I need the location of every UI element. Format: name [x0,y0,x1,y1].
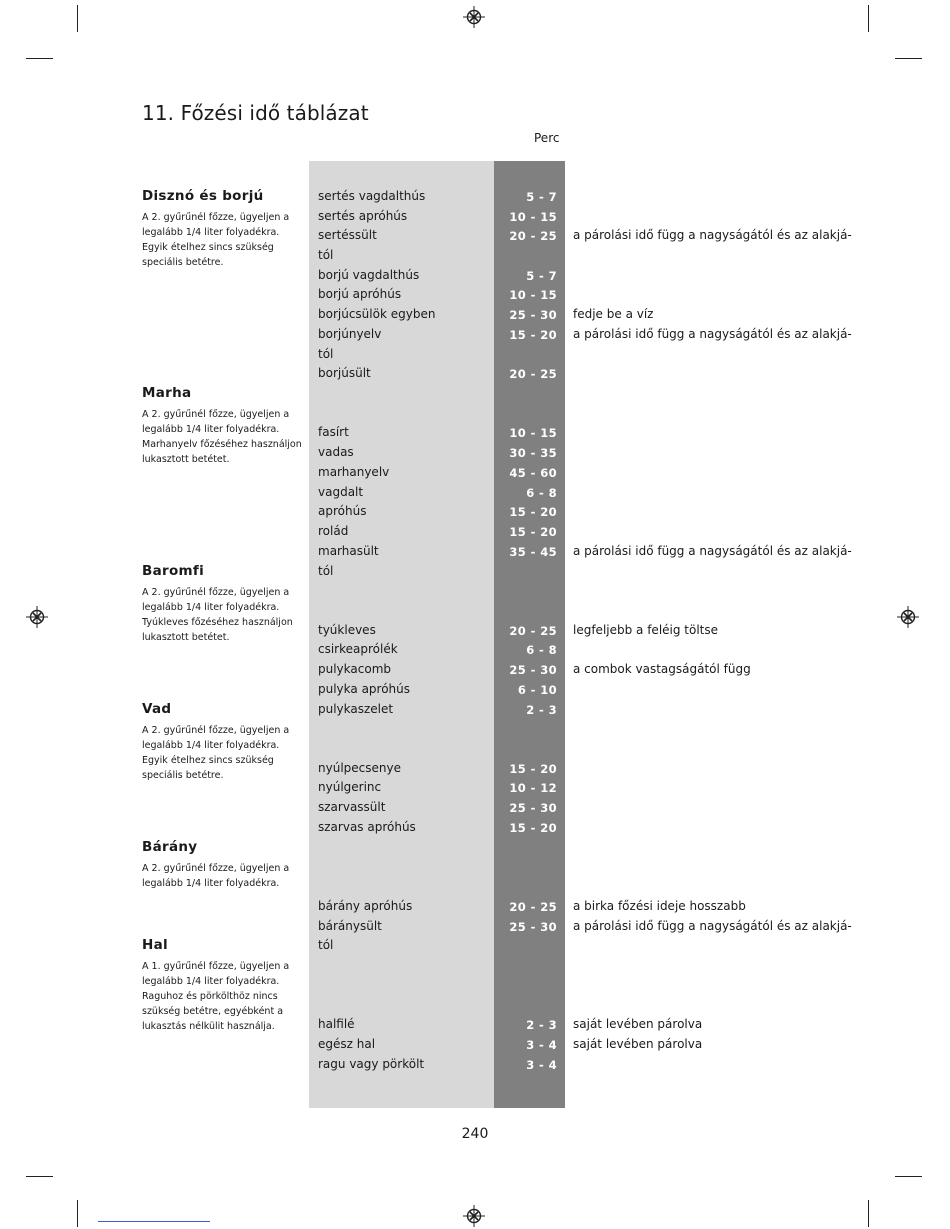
cooking-time: 10 - 15 [509,210,557,224]
row-note: a párolási idő függ a nagyságától és az alakjá- [573,544,852,558]
food-name: marhasült [318,544,379,558]
cooking-time: 25 - 30 [509,801,557,815]
cooking-time: 30 - 35 [509,446,557,460]
cooking-time: 5 - 7 [526,190,557,204]
food-name: sertés apróhús [318,209,408,223]
section-note: A 1. gyűrűnél főzze, ügyeljen a legalább 1/4 liter folyadékra. Raguhoz és pörkölthöz nincs szükség betétre, egyébként a lukasztás nélkülit használja. [142,961,290,1032]
food-name: apróhús [318,504,367,518]
food-name: bárány apróhús [318,899,413,913]
cooking-time: 20 - 25 [509,229,557,243]
section-heading: Vad [142,701,172,717]
cooking-time: 6 - 8 [526,486,557,500]
cooking-time: 15 - 20 [509,328,557,342]
section-heading: Bárány [142,839,198,855]
food-name: báránysült [318,919,382,933]
food-name: nyúlgerinc [318,780,382,794]
section-note: A 2. gyűrűnél főzze, ügyeljen a legalább 1/4 liter folyadékra. Egyik ételhez sincs szükség speciális betétre. [142,212,290,268]
cooking-time: 15 - 20 [509,762,557,776]
registration-mark-icon [463,1205,485,1227]
row-note: fedje be a víz [573,307,654,321]
crop-mark [868,1200,869,1227]
section-note: A 2. gyűrűnél főzze, ügyeljen a legalább 1/4 liter folyadékra. Egyik ételhez sincs szükség speciális betétre. [142,725,290,781]
food-name: csirkeaprólék [318,642,398,656]
cooking-time: 25 - 30 [509,920,557,934]
registration-mark-icon [26,606,48,628]
food-name: tól [318,564,334,578]
food-name: fasírt [318,425,349,439]
section-note: A 2. gyűrűnél főzze, ügyeljen a legalább 1/4 liter folyadékra. Tyúkleves főzéséhez használjon lukasztott betétet. [142,587,293,643]
cooking-time: 10 - 12 [509,781,557,795]
cooking-time: 45 - 60 [509,466,557,480]
food-name: pulykaszelet [318,702,394,716]
section-note: A 2. gyűrűnél főzze, ügyeljen a legalább 1/4 liter folyadékra. [142,863,290,889]
row-note: a birka főzési ideje hosszabb [573,899,746,913]
cooking-time: 6 - 10 [517,683,557,697]
food-name: nyúlpecsenye [318,761,401,775]
crop-mark [868,5,869,32]
crop-mark [77,5,78,32]
crop-mark [77,1200,78,1227]
food-name: tól [318,248,334,262]
food-name: rolád [318,524,349,538]
food-name: borjúsült [318,366,371,380]
food-name: tól [318,938,334,952]
cooking-time: 5 - 7 [526,269,557,283]
cooking-time: 15 - 20 [509,505,557,519]
food-name: borjú apróhús [318,287,402,301]
cooking-time: 6 - 8 [526,643,557,657]
page-title: 11. Főzési idő táblázat [142,101,369,125]
food-name: vadas [318,445,354,459]
row-note: saját levében párolva [573,1037,703,1051]
page-number: 240 [461,1126,489,1142]
row-note: a párolási idő függ a nagyságától és az alakjá- [573,919,852,933]
food-name: borjú vagdalthús [318,268,420,282]
food-name: borjúnyelv [318,327,382,341]
food-name: tyúkleves [318,623,376,637]
cooking-time: 15 - 20 [509,821,557,835]
food-name: szarvassült [318,800,386,814]
row-note: legfeljebb a feléig töltse [573,623,719,637]
cooking-time: 10 - 15 [509,288,557,302]
cooking-time: 20 - 25 [509,624,557,638]
food-name: egész hal [318,1037,376,1051]
row-note: a párolási idő függ a nagyságától és az alakjá- [573,327,852,341]
cooking-time: 35 - 45 [509,545,557,559]
section-heading: Disznó és borjú [142,188,264,204]
section-heading: Baromfi [142,563,204,579]
food-name: pulyka apróhús [318,682,411,696]
food-name: tól [318,347,334,361]
cooking-time: 2 - 3 [526,703,557,717]
food-name: marhanyelv [318,465,390,479]
unit-label: Perc [534,131,560,145]
row-note: a párolási idő függ a nagyságától és az alakjá- [573,228,852,242]
cooking-time: 15 - 20 [509,525,557,539]
registration-mark-icon [463,6,485,28]
crop-mark [26,58,53,59]
section-note: A 2. gyűrűnél főzze, ügyeljen a legalább 1/4 liter folyadékra. Marhanyelv főzéséhez használjon lukasztott betétet. [142,409,302,465]
cooking-time: 2 - 3 [526,1018,557,1032]
cooking-time: 3 - 4 [526,1038,557,1052]
food-name: szarvas apróhús [318,820,416,834]
section-heading: Hal [142,937,168,953]
crop-mark [895,58,922,59]
row-note: a combok vastagságától függ [573,662,751,676]
crop-mark [895,1176,922,1177]
row-note: saját levében párolva [573,1017,703,1031]
food-name: halfilé [318,1017,355,1031]
cooking-time: 10 - 15 [509,426,557,440]
cooking-time: 20 - 25 [509,900,557,914]
registration-mark-icon [897,606,919,628]
food-name: sertéssült [318,228,377,242]
cooking-time: 25 - 30 [509,308,557,322]
footer-rule [98,1221,210,1222]
food-name: ragu vagy pörkölt [318,1057,425,1071]
food-name: vagdalt [318,485,364,499]
food-name: pulykacomb [318,662,391,676]
food-name: sertés vagdalthús [318,189,426,203]
food-name: borjúcsülök egyben [318,307,436,321]
crop-mark [26,1176,53,1177]
cooking-time: 25 - 30 [509,663,557,677]
section-heading: Marha [142,385,192,401]
cooking-time: 20 - 25 [509,367,557,381]
cooking-time: 3 - 4 [526,1058,557,1072]
